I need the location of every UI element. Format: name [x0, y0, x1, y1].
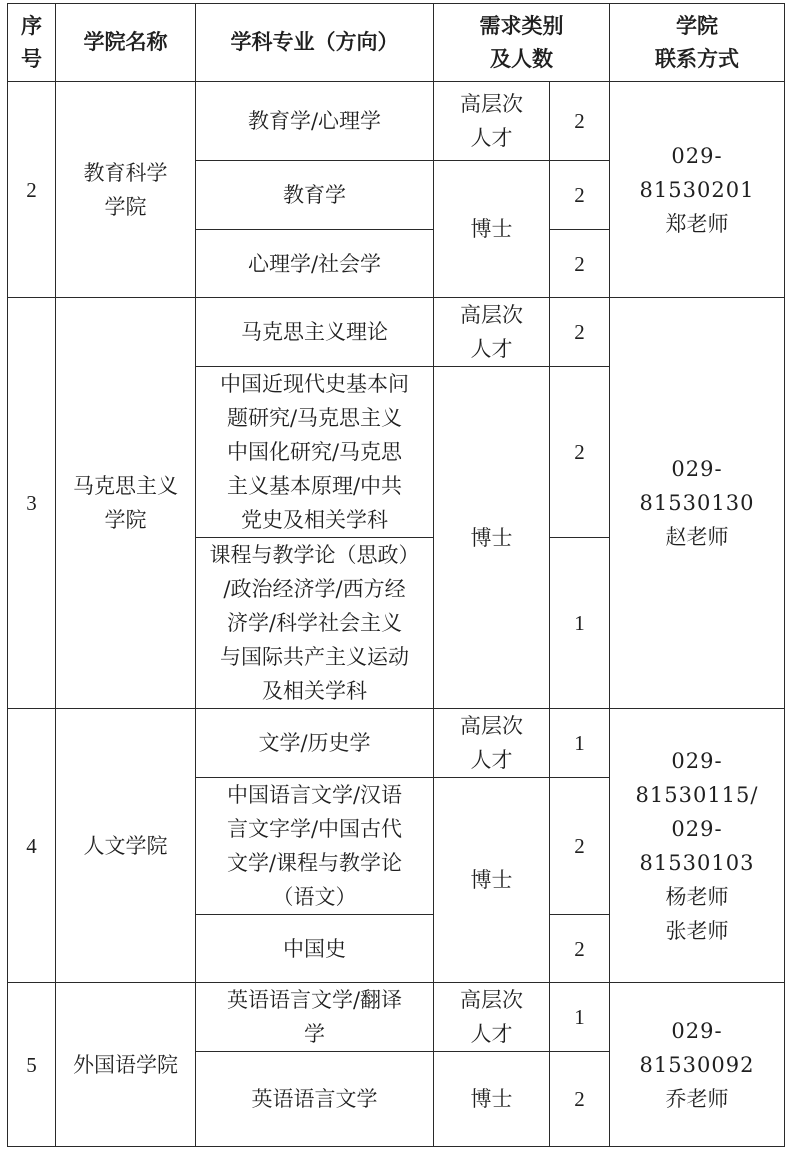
major-cell: 英语语言文学/翻译 学: [196, 983, 434, 1052]
college-cell: 人文学院: [56, 709, 196, 983]
college-cell: 马克思主义 学院: [56, 298, 196, 709]
category-cell: 高层次 人才: [434, 983, 550, 1052]
header-index: 序 号: [8, 4, 56, 82]
college-cell: 教育科学 学院: [56, 82, 196, 298]
category-cell: 高层次 人才: [434, 709, 550, 778]
count-cell: 2: [550, 230, 610, 298]
major-cell: 马克思主义理论: [196, 298, 434, 367]
contact-person: 杨老师 张老师: [665, 884, 729, 943]
table-row: [8, 82, 785, 161]
category-cell: 高层次 人才: [434, 82, 550, 161]
header-contact: 学院 联系方式: [610, 4, 785, 82]
index-cell: 4: [8, 709, 56, 983]
college-cell: 外国语学院: [56, 983, 196, 1147]
contact-person: 郑老师: [665, 211, 729, 236]
index-cell: 2: [8, 82, 56, 298]
table-row: [8, 709, 785, 778]
header-major: 学科专业（方向）: [196, 4, 434, 82]
contact-phone: 029-81530130: [639, 457, 755, 515]
contact-cell: [610, 82, 785, 298]
count-cell: 1: [550, 538, 610, 709]
major-cell: 文学/历史学: [196, 709, 434, 778]
count-cell: 1: [550, 709, 610, 778]
count-cell: 2: [550, 82, 610, 161]
recruitment-table: [7, 3, 785, 1147]
major-cell: 中国近现代史基本问 题研究/马克思主义 中国化研究/马克思 主义基本原理/中共 党史及相关学科: [196, 367, 434, 538]
index-cell: 3: [8, 298, 56, 709]
header-college: 学院名称: [56, 4, 196, 82]
table-row: [8, 298, 785, 367]
category-cell: 高层次 人才: [434, 298, 550, 367]
count-cell: 2: [550, 915, 610, 983]
category-cell: 博士: [434, 1052, 550, 1147]
contact-cell: [610, 298, 785, 709]
count-cell: 2: [550, 161, 610, 230]
major-cell: 中国语言文学/汉语 言文字学/中国古代 文学/课程与教学论 （语文）: [196, 778, 434, 915]
contact-phone: 029-81530092: [639, 1018, 755, 1077]
category-cell: 博士: [434, 778, 550, 983]
major-cell: 心理学/社会学: [196, 230, 434, 298]
major-cell: 课程与教学论（思政） /政治经济学/西方经 济学/科学社会主义 与国际共产主义运动 及相关学科: [196, 538, 434, 709]
contact-person: 乔老师: [665, 1086, 729, 1111]
contact-cell: [610, 709, 785, 983]
major-cell: 中国史: [196, 915, 434, 983]
index-cell: 5: [8, 983, 56, 1147]
count-cell: 2: [550, 367, 610, 538]
count-cell: 2: [550, 1052, 610, 1147]
table-row: [8, 983, 785, 1052]
major-cell: 英语语言文学: [196, 1052, 434, 1147]
category-cell: 博士: [434, 161, 550, 298]
contact-person: 赵老师: [665, 525, 729, 549]
contact-phone: 029-81530115/ 029-81530103: [635, 748, 759, 875]
contact-cell: [610, 983, 785, 1147]
major-cell: 教育学/心理学: [196, 82, 434, 161]
header-demand: 需求类别 及人数: [434, 4, 610, 82]
count-cell: 1: [550, 983, 610, 1052]
header-row: [8, 4, 785, 82]
major-cell: 教育学: [196, 161, 434, 230]
category-cell: 博士: [434, 367, 550, 709]
count-cell: 2: [550, 298, 610, 367]
count-cell: 2: [550, 778, 610, 915]
contact-phone: 029-81530201: [639, 143, 755, 202]
